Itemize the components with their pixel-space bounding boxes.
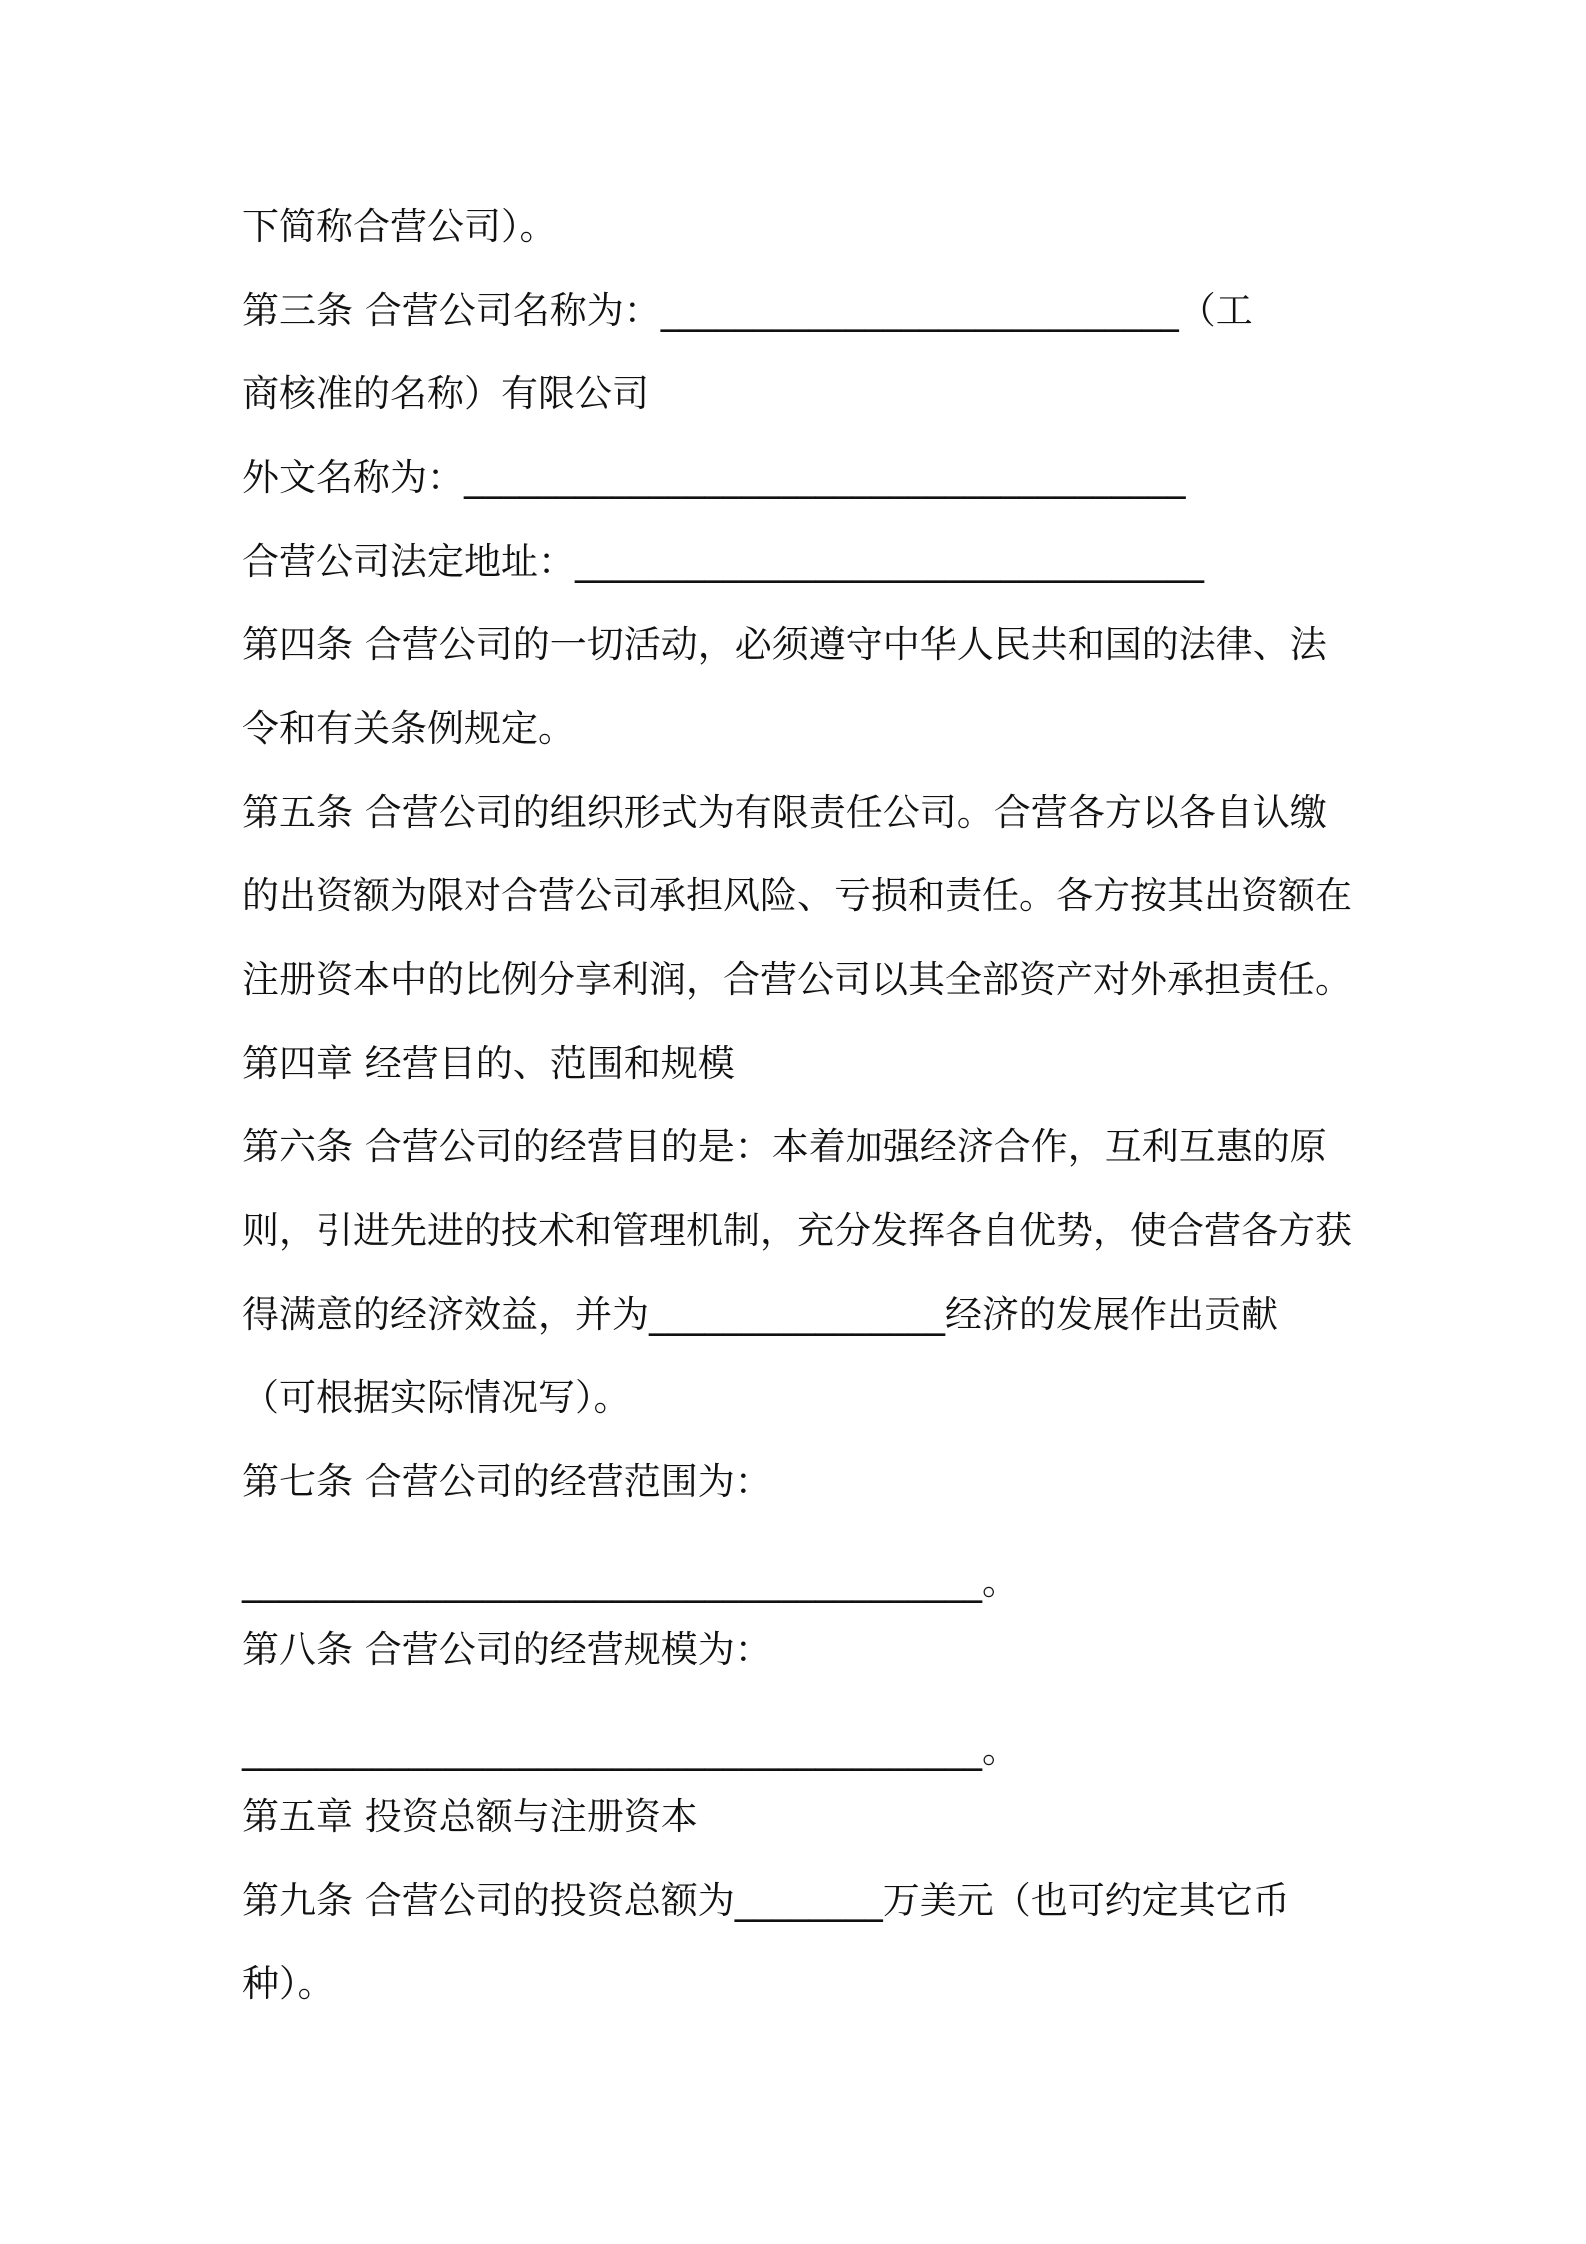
- text-line: 下简称合营公司）。: [242, 205, 557, 248]
- text-line: 得满意的经济效益，并为________________经济的发展作出贡献: [242, 1293, 1278, 1336]
- text-line: 注册资本中的比例分享利润，合营公司以其全部资产对外承担责任。: [242, 958, 1352, 1001]
- chapter-4-heading: 第四章 经营目的、范围和规模: [242, 1042, 735, 1085]
- text-line: 则，引进先进的技术和管理机制，充分发挥各自优势，使合营各方获: [242, 1209, 1352, 1252]
- article-6-line: 第六条 合营公司的经营目的是：本着加强经济合作，互利互惠的原: [242, 1125, 1327, 1168]
- text-line: （可根据实际情况写）。: [242, 1376, 631, 1419]
- blank-line: ________________________________________。: [242, 1728, 1019, 1771]
- article-5-line: 第五条 合营公司的组织形式为有限责任公司。合营各方以各自认缴: [242, 791, 1327, 834]
- article-9-line: 第九条 合营公司的投资总额为________万美元（也可约定其它币: [242, 1879, 1290, 1922]
- chapter-5-heading: 第五章 投资总额与注册资本: [242, 1795, 698, 1838]
- legal-address-line: 合营公司法定地址：__________________________________: [242, 540, 1204, 583]
- text-line: 的出资额为限对合营公司承担风险、亏损和责任。各方按其出资额在: [242, 874, 1352, 917]
- article-7-line: 第七条 合营公司的经营范围为：: [242, 1460, 772, 1503]
- article-3-line: 第三条 合营公司名称为：____________________________（工: [242, 289, 1253, 332]
- article-8-line: 第八条 合营公司的经营规模为：: [242, 1628, 772, 1671]
- text-line: 商核准的名称）有限公司: [242, 372, 649, 415]
- text-line: 令和有关条例规定。: [242, 707, 575, 750]
- foreign-name-line: 外文名称为：_______________________________________: [242, 456, 1186, 499]
- article-4-line: 第四条 合营公司的一切活动，必须遵守中华人民共和国的法律、法: [242, 623, 1327, 666]
- text-line: 种）。: [242, 1962, 335, 2005]
- blank-line: ________________________________________。: [242, 1560, 1019, 1603]
